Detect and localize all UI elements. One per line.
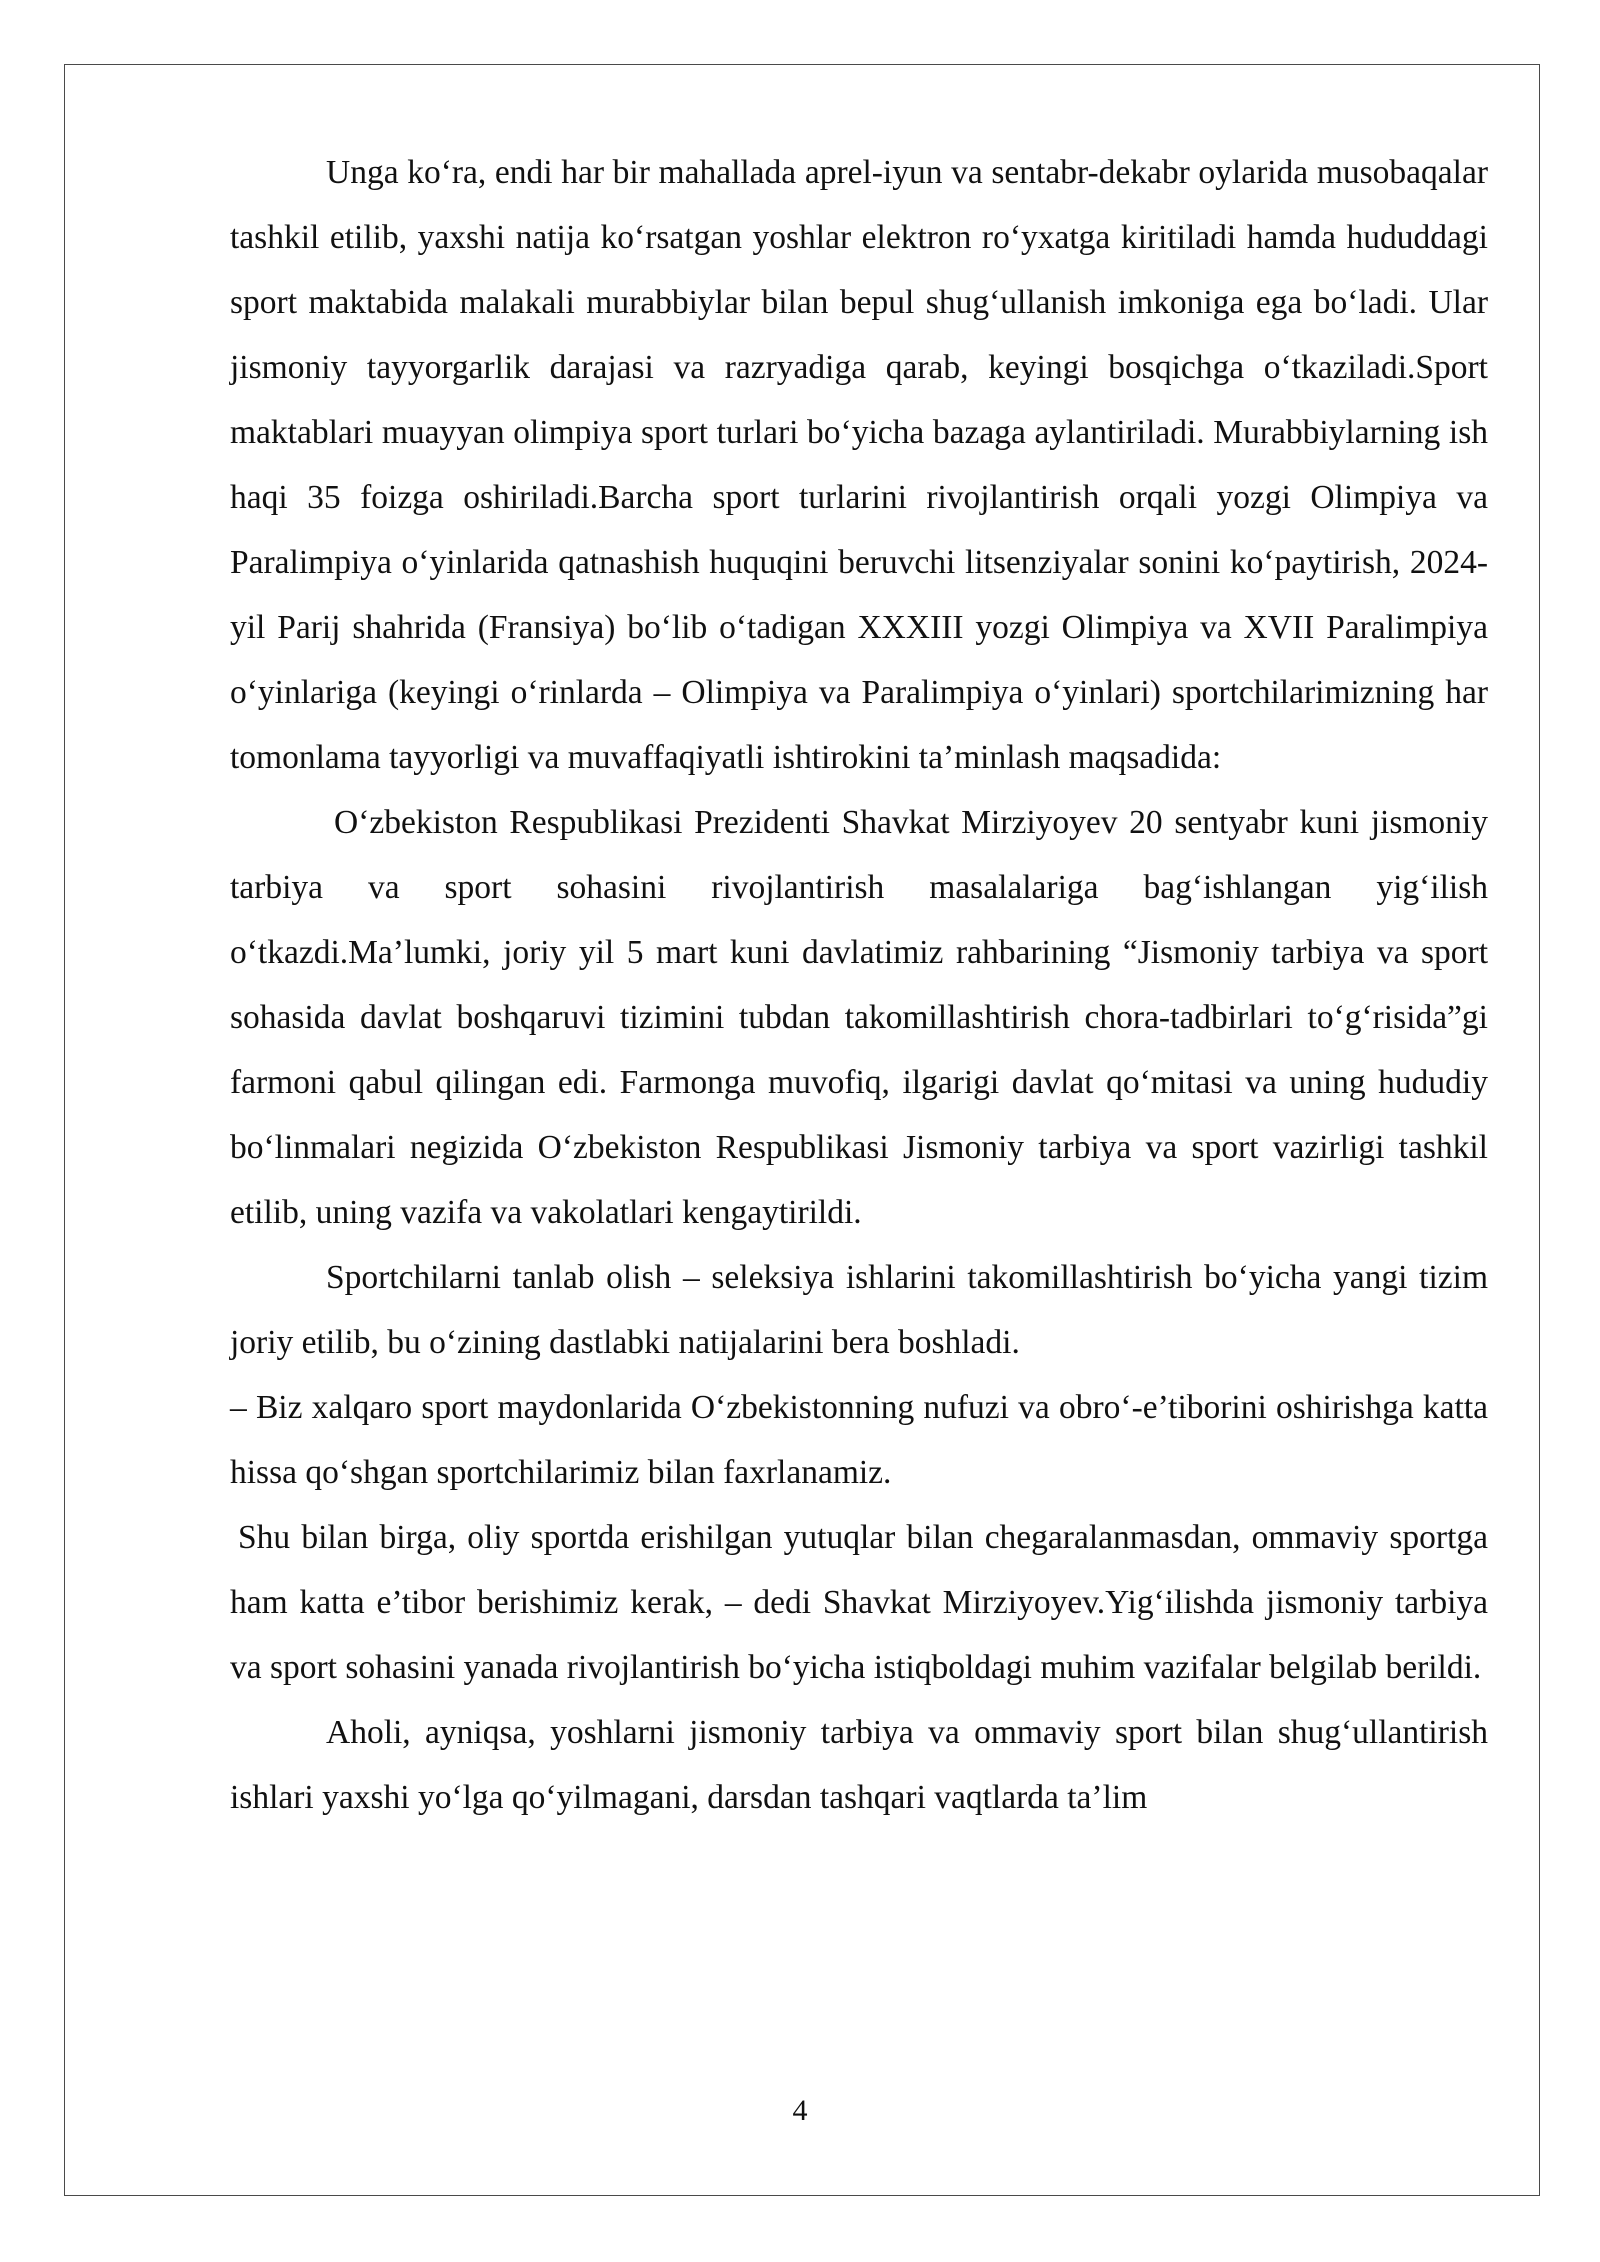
paragraph-3: Sportchilarni tanlab olish – seleksiya ishlarini takomillashtirish bo‘yicha yangi tizim joriy etilib, bu o‘zining dastlabki natijalarini bera boshladi.	[230, 1259, 1488, 1361]
document-body	[230, 140, 1488, 1830]
paragraph-2: O‘zbekiston Respublikasi Prezidenti Shavkat Mirziyoyev 20 sentyabr kuni jismoniy tarbiya va sport sohasini rivojlantirish masalalariga bag‘ishlangan yig‘ilish o‘tkazdi.Ma’lumki, joriy yil 5 mart kuni davlatimiz rahbarining “Jismoniy tarbiya va sport sohasida davlat boshqaruvi tizimini tubdan takomillashtirish chora-tadbirlari to‘g‘risida”gi farmoni qabul qilingan edi. Farmonga muvofiq, ilgarigi davlat qo‘mitasi va uning hududiy bo‘linmalari negizida O‘zbekiston Respublikasi Jismoniy tarbiya va sport vazirligi tashkil etilib, uning vazifa va vakolatlari kengaytirildi.	[230, 804, 1488, 1231]
page-number: 4	[792, 2094, 808, 2127]
paragraph-5: Shu bilan birga, oliy sportda erishilgan yutuqlar bilan chegaralanmasdan, ommaviy sportga ham katta e’tibor berishimiz kerak, – dedi Shavkat Mirziyoyev.Yig‘ilishda jismoniy tarbiya va sport sohasini yanada rivojlantirish bo‘yicha istiqboldagi muhim vazifalar belgilab berildi.	[230, 1519, 1488, 1686]
paragraph-6: Aholi, ayniqsa, yoshlarni jismoniy tarbiya va ommaviy sport bilan shug‘ullantirish ishlari yaxshi yo‘lga qo‘yilmagani, darsdan tashqari vaqtlarda ta’lim	[230, 1714, 1488, 1816]
paragraph-4: – Biz xalqaro sport maydonlarida O‘zbekistonning nufuzi va obro‘-e’tiborini oshirishga katta hissa qo‘shgan sportchilarimiz bilan faxrlanamiz.	[230, 1389, 1488, 1491]
paragraph-1: Unga ko‘ra, endi har bir mahallada aprel-iyun va sentabr-dekabr oylarida musobaqalar tashkil etilib, yaxshi natija ko‘rsatgan yoshlar elektron ro‘yxatga kiritiladi hamda hududdagi sport maktabida malakali murabbiylar bilan bepul shug‘ullanish imkoniga ega bo‘ladi. Ular jismoniy tayyorgarlik darajasi va razryadiga qarab, keyingi bosqichga o‘tkaziladi.Sport maktablari muayyan olimpiya sport turlari bo‘yicha bazaga aylantiriladi. Murabbiylarning ish haqi 35 foizga oshiriladi.Barcha sport turlarini rivojlantirish orqali yozgi Olimpiya va Paralimpiya o‘yinlarida qatnashish huquqini beruvchi litsenziyalar sonini ko‘paytirish, 2024-yil Parij shahrida (Fransiya) bo‘lib o‘tadigan XXXIII yozgi Olimpiya va XVII Paralimpiya o‘yinlariga (keyingi o‘rinlarda – Olimpiya va Paralimpiya o‘yinlari) sportchilarimizning har tomonlama tayyorligi va muvaffaqiyatli ishtirokini ta’minlash maqsadida:	[230, 154, 1488, 776]
